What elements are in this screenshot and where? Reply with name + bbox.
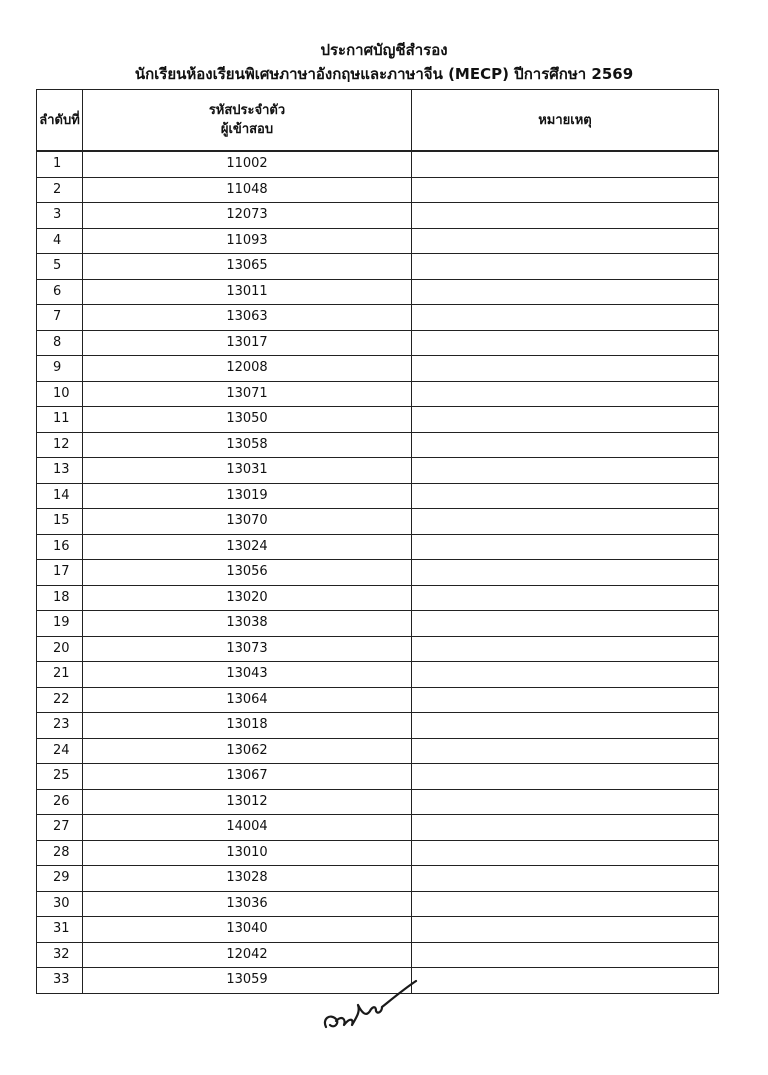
row-remark-cell xyxy=(412,254,719,280)
table-row xyxy=(37,585,719,611)
row-candidate-id-cell: 13070 xyxy=(83,509,412,535)
row-order-cell: 13 xyxy=(37,458,83,484)
row-candidate-id-cell: 11002 xyxy=(83,151,412,177)
row-candidate-id-cell: 13031 xyxy=(83,458,412,484)
table-row xyxy=(37,254,719,280)
row-remark-cell xyxy=(412,942,719,968)
row-order-cell: 9 xyxy=(37,356,83,382)
table-row xyxy=(37,611,719,637)
table-row xyxy=(37,636,719,662)
table-row xyxy=(37,305,719,331)
row-remark-cell xyxy=(412,662,719,688)
row-remark-cell xyxy=(412,509,719,535)
row-remark-cell xyxy=(412,789,719,815)
row-candidate-id-cell: 14004 xyxy=(83,815,412,841)
row-order-cell: 25 xyxy=(37,764,83,790)
row-order-cell: 19 xyxy=(37,611,83,637)
handwritten-signature-icon xyxy=(320,975,420,1035)
table-row xyxy=(37,764,719,790)
table-row xyxy=(37,815,719,841)
row-order-cell: 29 xyxy=(37,866,83,892)
row-order-cell: 16 xyxy=(37,534,83,560)
row-order-cell: 14 xyxy=(37,483,83,509)
row-candidate-id-cell: 13011 xyxy=(83,279,412,305)
row-order-cell: 31 xyxy=(37,917,83,943)
row-order-cell: 7 xyxy=(37,305,83,331)
row-remark-cell xyxy=(412,356,719,382)
row-candidate-id-cell: 13036 xyxy=(83,891,412,917)
row-candidate-id-cell: 13010 xyxy=(83,840,412,866)
row-candidate-id-cell: 13024 xyxy=(83,534,412,560)
table-row xyxy=(37,662,719,688)
table-row xyxy=(37,228,719,254)
row-candidate-id-cell: 13064 xyxy=(83,687,412,713)
row-candidate-id-cell: 13058 xyxy=(83,432,412,458)
row-order-cell: 27 xyxy=(37,815,83,841)
row-order-cell: 21 xyxy=(37,662,83,688)
table-row xyxy=(37,356,719,382)
row-candidate-id-cell: 13020 xyxy=(83,585,412,611)
table-header-row xyxy=(37,90,719,152)
table-row xyxy=(37,279,719,305)
header-remark: หมายเหตุ xyxy=(412,90,719,152)
row-candidate-id-cell: 12042 xyxy=(83,942,412,968)
row-order-cell: 10 xyxy=(37,381,83,407)
table-row xyxy=(37,789,719,815)
row-order-cell: 8 xyxy=(37,330,83,356)
row-remark-cell xyxy=(412,840,719,866)
row-order-cell: 22 xyxy=(37,687,83,713)
row-candidate-id-cell: 12073 xyxy=(83,203,412,229)
row-remark-cell xyxy=(412,968,719,994)
row-order-cell: 1 xyxy=(37,151,83,177)
row-candidate-id-cell: 13040 xyxy=(83,917,412,943)
table-row xyxy=(37,534,719,560)
row-remark-cell xyxy=(412,458,719,484)
page-subtitle: นักเรียนห้องเรียนพิเศษภาษาอังกฤษและภาษาจีน (MECP) ปีการศึกษา 2569 xyxy=(134,65,634,83)
row-remark-cell xyxy=(412,534,719,560)
row-remark-cell xyxy=(412,203,719,229)
row-candidate-id-cell: 13050 xyxy=(83,407,412,433)
row-order-cell: 15 xyxy=(37,509,83,535)
row-remark-cell xyxy=(412,764,719,790)
row-order-cell: 3 xyxy=(37,203,83,229)
row-order-cell: 28 xyxy=(37,840,83,866)
table-row xyxy=(37,458,719,484)
row-remark-cell xyxy=(412,305,719,331)
row-remark-cell xyxy=(412,917,719,943)
row-order-cell: 2 xyxy=(37,177,83,203)
row-remark-cell xyxy=(412,636,719,662)
table-row xyxy=(37,560,719,586)
table-row xyxy=(37,483,719,509)
row-remark-cell xyxy=(412,560,719,586)
reserve-list-table xyxy=(36,89,719,994)
table-row xyxy=(37,738,719,764)
table-row xyxy=(37,432,719,458)
row-candidate-id-cell: 13056 xyxy=(83,560,412,586)
table-row xyxy=(37,917,719,943)
row-order-cell: 5 xyxy=(37,254,83,280)
table-row xyxy=(37,942,719,968)
row-candidate-id-cell: 13073 xyxy=(83,636,412,662)
row-candidate-id-cell: 13019 xyxy=(83,483,412,509)
row-remark-cell xyxy=(412,381,719,407)
row-order-cell: 33 xyxy=(37,968,83,994)
row-order-cell: 26 xyxy=(37,789,83,815)
table-body xyxy=(37,151,719,993)
table-row xyxy=(37,713,719,739)
row-remark-cell xyxy=(412,432,719,458)
table-row xyxy=(37,866,719,892)
row-remark-cell xyxy=(412,228,719,254)
row-candidate-id-cell: 13012 xyxy=(83,789,412,815)
table-row xyxy=(37,203,719,229)
row-candidate-id-cell: 11048 xyxy=(83,177,412,203)
row-remark-cell xyxy=(412,483,719,509)
row-remark-cell xyxy=(412,891,719,917)
table-row xyxy=(37,687,719,713)
row-candidate-id-cell: 13063 xyxy=(83,305,412,331)
row-candidate-id-cell: 13059 xyxy=(83,968,412,994)
row-order-cell: 11 xyxy=(37,407,83,433)
row-remark-cell xyxy=(412,738,719,764)
table-row xyxy=(37,509,719,535)
row-candidate-id-cell: 13062 xyxy=(83,738,412,764)
row-remark-cell xyxy=(412,177,719,203)
row-order-cell: 23 xyxy=(37,713,83,739)
row-order-cell: 24 xyxy=(37,738,83,764)
row-candidate-id-cell: 13071 xyxy=(83,381,412,407)
page-title: ประกาศบัญชีสำรอง xyxy=(320,41,448,59)
table-row xyxy=(37,840,719,866)
row-remark-cell xyxy=(412,279,719,305)
row-remark-cell xyxy=(412,407,719,433)
row-candidate-id-cell: 13043 xyxy=(83,662,412,688)
row-order-cell: 30 xyxy=(37,891,83,917)
row-candidate-id-cell: 13065 xyxy=(83,254,412,280)
row-remark-cell xyxy=(412,611,719,637)
row-remark-cell xyxy=(412,815,719,841)
row-remark-cell xyxy=(412,713,719,739)
row-remark-cell xyxy=(412,866,719,892)
row-order-cell: 32 xyxy=(37,942,83,968)
row-candidate-id-cell: 13038 xyxy=(83,611,412,637)
header-candidate-id xyxy=(83,90,412,152)
header-candidate-id-line1: รหัสประจำตัว xyxy=(208,103,286,118)
row-order-cell: 6 xyxy=(37,279,83,305)
table-row xyxy=(37,177,719,203)
row-order-cell: 12 xyxy=(37,432,83,458)
header-candidate-id-line2: ผู้เข้าสอบ xyxy=(220,122,274,137)
row-candidate-id-cell: 11093 xyxy=(83,228,412,254)
row-remark-cell xyxy=(412,330,719,356)
row-order-cell: 17 xyxy=(37,560,83,586)
row-remark-cell xyxy=(412,151,719,177)
row-candidate-id-cell: 13018 xyxy=(83,713,412,739)
row-order-cell: 20 xyxy=(37,636,83,662)
table-row xyxy=(37,891,719,917)
table-row xyxy=(37,151,719,177)
table-row xyxy=(37,381,719,407)
row-order-cell: 18 xyxy=(37,585,83,611)
header-order: ลำดับที่ xyxy=(37,90,83,152)
row-candidate-id-cell: 13067 xyxy=(83,764,412,790)
row-candidate-id-cell: 13028 xyxy=(83,866,412,892)
row-candidate-id-cell: 13017 xyxy=(83,330,412,356)
table-row xyxy=(37,407,719,433)
table-row xyxy=(37,330,719,356)
row-remark-cell xyxy=(412,687,719,713)
row-order-cell: 4 xyxy=(37,228,83,254)
row-candidate-id-cell: 12008 xyxy=(83,356,412,382)
row-remark-cell xyxy=(412,585,719,611)
